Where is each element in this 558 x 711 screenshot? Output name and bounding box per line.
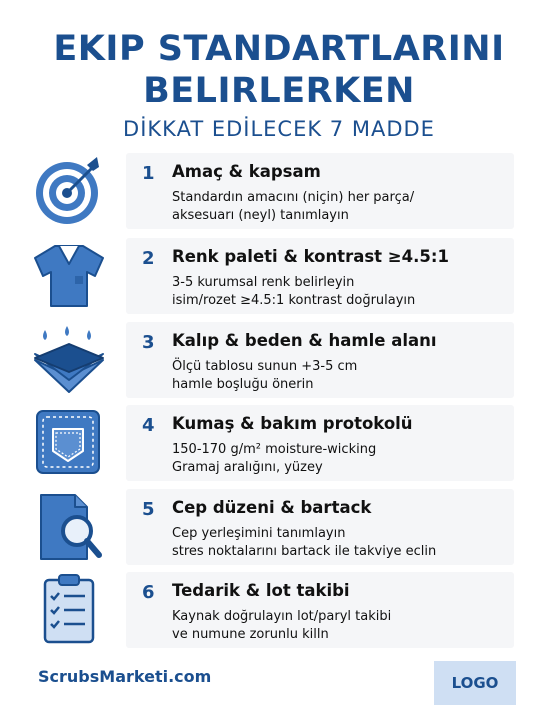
item-description [172,441,376,477]
clipboard-checklist-icon [31,572,107,648]
item-description-line-1: Kaynak doğrulayın lot/paryl takibi [172,609,392,624]
item-heading: Tedarik & lot takibi [172,581,350,600]
item-description-line-1: Standardın amacını (niçin) her parça/ [172,190,415,205]
title-line-2: BELIRLERKEN [143,71,415,111]
item-description [172,608,391,644]
item-heading: Kalıp & beden & hamle alanı [172,331,437,350]
target-icon [31,153,107,229]
item-description-line-1: 150-170 g/m² moisture-wicking [172,442,377,457]
item-heading: Renk paleti & kontrast ≥4.5:1 [172,247,449,266]
item-description-line-2: isim/rozet ≥4.5:1 kontrast doğrulayın [172,293,416,308]
item-description-line-1: Ölçü tablosu sunun +3-5 cm [172,359,358,374]
item-description [172,358,357,394]
list-item-1 [0,153,558,229]
logo: LOGO [434,661,516,705]
item-description-line-1: 3-5 kurumsal renk belirleyin [172,275,355,290]
item-heading: Cep düzeni & bartack [172,498,372,517]
page-title [0,28,558,112]
item-number: 5 [142,499,155,520]
page-subtitle: DİKKAT EDİLECEK 7 MADDE [123,117,435,141]
item-description-line-2: ve numune zorunlu killn [172,627,329,642]
item-description [172,525,436,561]
item-description-line-2: aksesuarı (neyl) tanımlayın [172,208,349,223]
item-description [172,274,415,310]
list-item-3 [0,322,558,398]
item-description [172,189,414,225]
layers-icon [31,322,107,398]
item-description-line-1: Cep yerleşimini tanımlayın [172,526,346,541]
item-heading: Amaç & kapsam [172,162,321,181]
item-description-line-2: stres noktalarını bartack ile takviye eclin [172,544,437,559]
list-item-2 [0,238,558,314]
item-number: 4 [142,415,155,436]
shirt-icon [31,238,107,314]
list-item-6 [0,572,558,648]
item-number: 6 [142,582,155,603]
pocket-icon [31,405,107,481]
item-description-line-2: hamle boşluğu önerin [172,377,314,392]
list-item-5 [0,489,558,565]
item-number: 2 [142,248,155,269]
document-search-icon [31,489,107,565]
site-link[interactable]: ScrubsMarketi.com [38,667,212,686]
item-number: 1 [142,163,155,184]
item-heading: Kumaş & bakım protokolü [172,414,413,433]
item-number: 3 [142,332,155,353]
item-description-line-2: Gramaj aralığını, yüzey [172,460,323,475]
title-line-1: EKIP STANDARTLARINI [53,29,505,69]
list-item-4 [0,405,558,481]
